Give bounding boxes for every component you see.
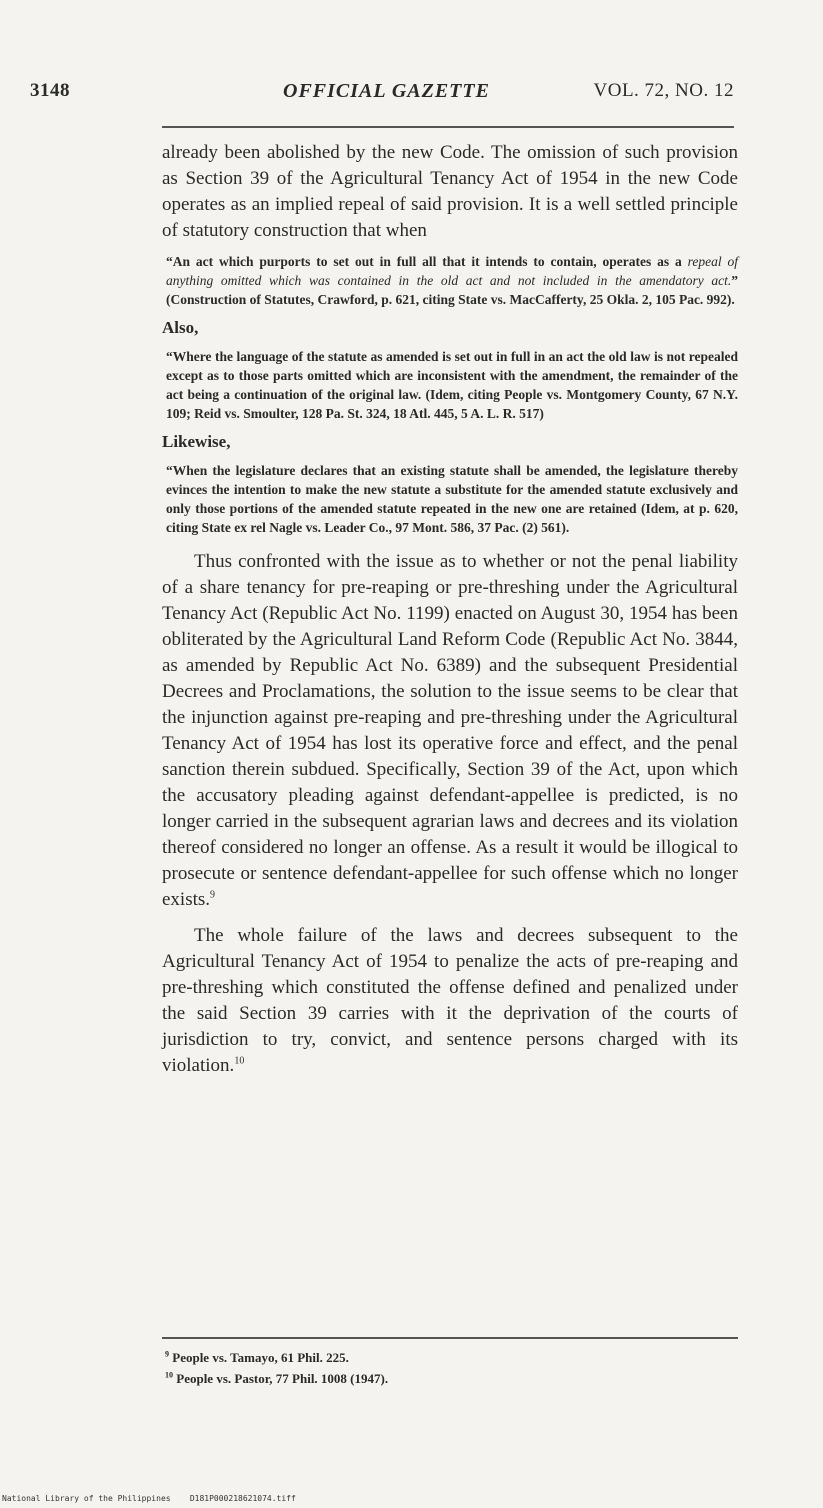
footnote-9 bbox=[165, 1347, 735, 1368]
footnotes bbox=[165, 1347, 735, 1389]
quote-1-end: ” (Construction of Statutes, Crawford, p. 621, citing State vs. MacCafferty, 25 Okla. 2, 105 Pac. 992). bbox=[166, 273, 738, 307]
header-rule bbox=[162, 126, 734, 128]
paragraph-3 bbox=[162, 923, 738, 1079]
lead-likewise: Likewise, bbox=[162, 432, 231, 451]
footnote-mark: 9 bbox=[165, 1349, 169, 1359]
paragraph-2-text: Thus confronted with the issue as to whether or not the penal liability of a share tenancy for pre-reaping or pre-threshing under the Agricultural Tenancy Act (Republic Act No. 1199) enacted on August 30, 1954 has been obliterated by the Agricultural Land Reform Code (Republic Act No. 3844, as amended by Republic Act No. 6389) and the subsequent Presidential Decrees and Proclamations, the solution to the issue seems to be clear that the injunction against pre-reaping and pre-threshing under the Agricultural Tenancy Act of 1954 has lost its operative force and effect, and the penal sanction therein subdued. Specifically, Section 39 of the Act, upon which the accusatory pleading against defendant-appellee is predicted, is no longer carried in the subsequent agrarian laws and decrees and its violation thereof considered no longer an offense. As a result it would be illogical to prosecute or sentence defendant-appellee for such offense which no longer exists. bbox=[162, 551, 738, 910]
footnote-ref-10: 10 bbox=[234, 1055, 245, 1067]
quote-1-start: “An act which purports to set out in full all that it intends to contain, operates as a bbox=[166, 254, 688, 269]
quote-1-italic: repeal of anything omitted which was contained in the old act and not included in the amendatory act. bbox=[166, 254, 738, 288]
footnote-text: People vs. Tamayo, 61 Phil. 225. bbox=[172, 1350, 349, 1365]
gazette-title: OFFICIAL GAZETTE bbox=[283, 80, 490, 102]
quote-1 bbox=[162, 252, 738, 309]
footnote-text: People vs. Pastor, 77 Phil. 1008 (1947). bbox=[176, 1371, 389, 1386]
quote-3: “When the legislature declares that an existing statute shall be amended, the legislature thereby evinces the intention to make the new statute a substitute for the amended statute exclusively and only those portions of the amended statute repeated in the new one are retained (Idem, at p. 620, citing State ex rel Nagle vs. Leader Co., 97 Mont. 586, 37 Pac. (2) 561). bbox=[166, 463, 738, 535]
paragraph-2 bbox=[162, 549, 738, 913]
lead-also: Also, bbox=[162, 318, 199, 337]
quote-2: “Where the language of the statute as amended is set out in full in an act the old law is not repealed except as to those parts omitted which are inconsistent with the amendment, the remainder of the act being a continuation of the original law. (Idem, citing People vs. Montgomery County, 67 N.Y. 109; Reid vs. Smoulter, 128 Pa. St. 324, 18 Atl. 445, 5 A. L. R. 517) bbox=[166, 349, 738, 421]
page-number: 3148 bbox=[30, 80, 70, 101]
footnote-mark: 10 bbox=[165, 1370, 173, 1380]
footnote-ref-9: 9 bbox=[210, 889, 216, 901]
paragraph-1: already been abolished by the new Code. The omission of such provision as Section 39 of the Agricultural Tenancy Act of 1954 in the new Code operates as an implied repeal of said provision. It is a well settled principle of statutory construction that when bbox=[162, 142, 738, 241]
page-header bbox=[30, 80, 738, 112]
footnote-10 bbox=[165, 1368, 735, 1389]
volume-number: VOL. 72, NO. 12 bbox=[593, 80, 734, 101]
main-text bbox=[162, 140, 738, 1079]
footnote-rule bbox=[162, 1337, 738, 1339]
paragraph-3-text: The whole failure of the laws and decrees subsequent to the Agricultural Tenancy Act of 1954 to penalize the acts of pre-reaping and pre-threshing which constituted the offense defined and penalized under the said Section 39 carries with it the deprivation of the courts of jurisdiction to try, convict, and sentence persons charged with its violation. bbox=[162, 925, 738, 1076]
scan-source-label: National Library of the Philippines D181P000218621074.tiff bbox=[2, 1494, 296, 1503]
